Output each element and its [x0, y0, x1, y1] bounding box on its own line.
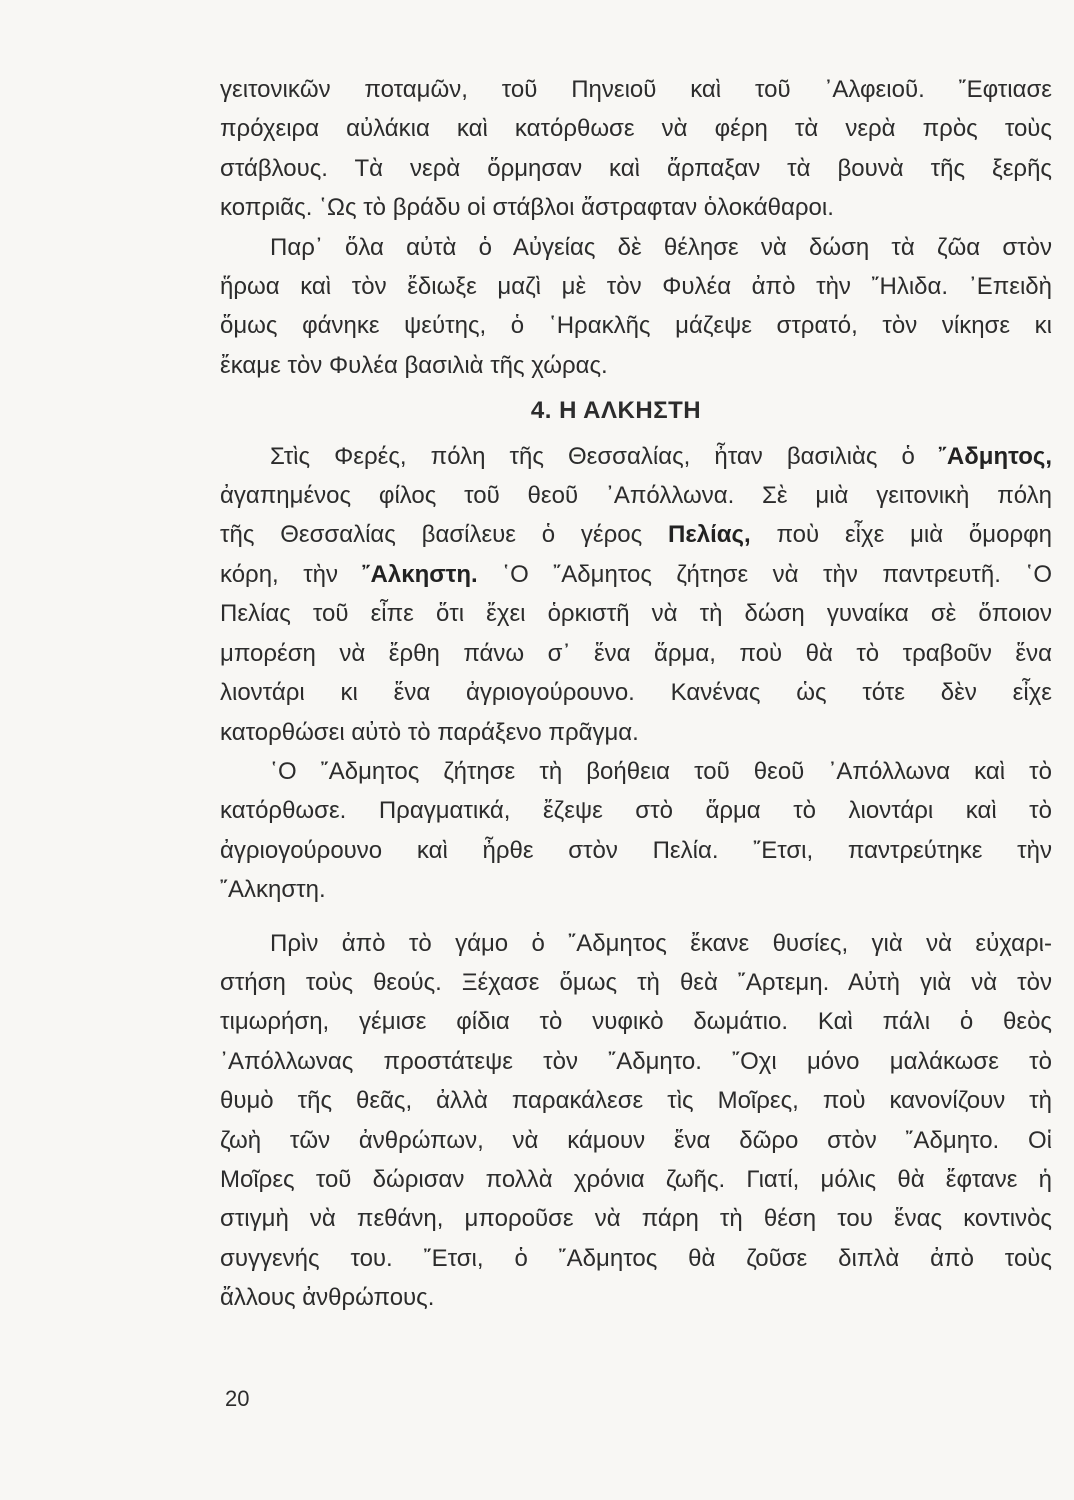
text-line: ᾿Απόλλωνας προστάτεψε τὸν ῎Αδμητο. ῎Οχι μόνο μαλάκωσε τὸ	[220, 1047, 1052, 1075]
text-line: Πρὶν ἀπὸ τὸ γάμο ὁ ῎Αδμητος ἔκανε θυσίες, γιὰ νὰ εὐχαρι-	[270, 929, 1052, 957]
text-line: ζωὴ τῶν ἀνθρώπων, νὰ κάμουν ἕνα δῶρο στὸν ῎Αδμητο. Οἱ	[220, 1126, 1052, 1154]
text-span: τῆς Θεσσαλίας βασίλευε ὁ γέρος	[220, 521, 669, 549]
chapter-heading: 4. Η ΑΛΚΗΣΤΗ	[530, 397, 702, 425]
text-line	[220, 555, 1052, 594]
text-line: ῾Ο ῎Αδμητος ζήτησε τὴ βοήθεια τοῦ θεοῦ ᾿Απόλλωνα καὶ τὸ	[270, 757, 1052, 785]
text-line: στιγμὴ νὰ πεθάνη, μποροῦσε νὰ πάρη τὴ θέση του ἕνας κοντινὸς	[220, 1205, 1052, 1233]
text-span: Στὶς Φερές, πόλη τῆς Θεσσαλίας, ἦταν βασιλιὰς ὁ	[270, 442, 939, 470]
page-number: 20	[225, 1386, 250, 1411]
text-line: θυμὸ τῆς θεᾶς, ἀλλὰ παρακάλεσε τὶς Μοῖρες, ποὺ κανονίζουν τὴ	[220, 1087, 1052, 1115]
text-line: ὅμως φάνηκε ψεύτης, ὁ ῾Ηρακλῆς μάζεψε στρατό, τὸν νίκησε κι	[220, 312, 1052, 340]
text-line	[220, 515, 1052, 554]
text-line: ἀγριογούρουνο καὶ ἦρθε στὸν Πελία. ῎Ετσι, παντρεύτηκε τὴν	[220, 836, 1052, 864]
text-line: μπορέση νὰ ἔρθη πάνω σ᾿ ἕνα ἅρμα, ποὺ θὰ τὸ τραβοῦν ἕνα	[220, 639, 1052, 667]
text-line: κοπριᾶς. ῾Ως τὸ βράδυ οἱ στάβλοι ἄστραφταν ὁλοκάθαροι.	[220, 194, 834, 222]
text-line: ῎Αλκηστη.	[220, 876, 326, 904]
text-line: Μοῖρες τοῦ δώρισαν πολλὰ χρόνια ζωῆς. Γιατί, μόλις θὰ ἔφτανε ἡ	[220, 1165, 1052, 1193]
text-line: στήση τοὺς θεούς. Ξέχασε ὅμως τὴ θεὰ ῎Αρτεμη. Αὐτὴ γιὰ νὰ τὸν	[220, 968, 1052, 996]
text-line: κατόρθωσε. Πραγματικά, ἔζεψε στὸ ἅρμα τὸ λιοντάρι καὶ τὸ	[220, 797, 1052, 825]
text-span: ποὺ εἶχε μιὰ ὄμορφη	[750, 521, 1052, 549]
paragraph-gap	[220, 910, 1052, 924]
text-line: ἥρωα καὶ τὸν ἔδιωξε μαζὶ μὲ τὸν Φυλέα ἀπὸ τὴν ῎Ηλιδα. ᾿Επειδὴ	[220, 273, 1052, 301]
text-line: ἀγαπημένος φίλος τοῦ θεοῦ ᾿Απόλλωνα. Σὲ μιὰ γειτονικὴ πόλη	[220, 482, 1052, 510]
bold-name: ῎Αλκηστη.	[362, 560, 478, 588]
text-line: συγγενής του. ῎Ετσι, ὁ ῎Αδμητος θὰ ζοῦσε διπλὰ ἀπὸ τοὺς	[220, 1244, 1052, 1272]
bold-name: ῎Αδμητος,	[938, 442, 1052, 470]
text-line: ἔκαμε τὸν Φυλέα βασιλιὰ τῆς χώρας.	[220, 351, 608, 379]
text-line: Πελίας τοῦ εἶπε ὅτι ἔχει ὁρκιστῆ νὰ τὴ δώση γυναίκα σὲ ὅποιον	[220, 600, 1052, 628]
bold-name: Πελίας,	[668, 521, 751, 549]
text-line: ἄλλους ἀνθρώπους.	[220, 1284, 435, 1312]
text-line: κατορθώσει αὐτὸ τὸ παράξενο πρᾶγμα.	[220, 718, 639, 746]
text-line	[220, 437, 1052, 476]
text-line: τιμωρήση, γέμισε φίδια τὸ νυφικὸ δωμάτιο. Καὶ πάλι ὁ θεὸς	[220, 1008, 1052, 1036]
body-text	[220, 70, 1052, 1318]
text-line: λιοντάρι κι ἕνα ἀγριογούρουνο. Κανένας ὡς τότε δὲν εἶχε	[220, 679, 1052, 707]
text-line: πρόχειρα αὐλάκια καὶ κατόρθωσε νὰ φέρη τὰ νερὰ πρὸς τοὺς	[220, 115, 1052, 143]
text-span: ῾Ο ῎Αδμητος ζήτησε νὰ τὴν παντρευτῆ. ῾Ο	[477, 560, 1052, 588]
text-line: Παρ᾿ ὅλα αὐτὰ ὁ Αὐγείας δὲ θέλησε νὰ δώση τὰ ζῶα στὸν	[270, 233, 1052, 261]
text-span: κόρη, τὴν	[220, 560, 363, 588]
text-line: στάβλους. Τὰ νερὰ ὅρμησαν καὶ ἄρπαξαν τὰ βουνὰ τῆς ξερῆς	[220, 154, 1052, 182]
text-line: γειτονικῶν ποταμῶν, τοῦ Πηνειοῦ καὶ τοῦ ᾿Αλφειοῦ. ῎Εφτιασε	[220, 76, 1052, 103]
